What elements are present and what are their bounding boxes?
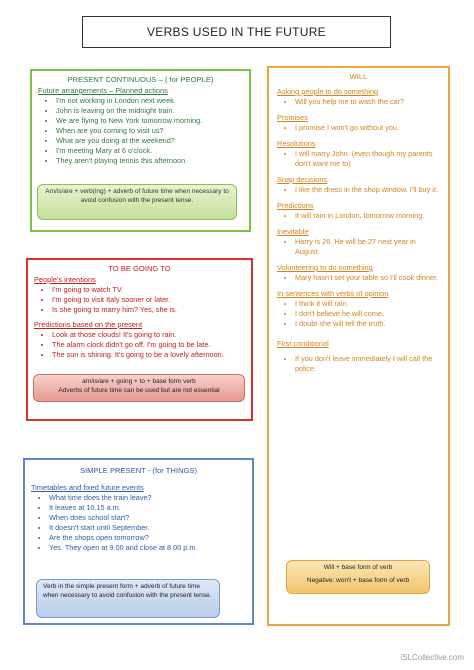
list-item: • I'm not working in London next week.	[56, 96, 243, 106]
simple-present-rule-note: Verb in the simple present form + adverb of future time when necessary to avoid confusion with the present tense.	[36, 579, 220, 618]
simple-present-subheading: Timetables and fixed future events	[31, 483, 144, 492]
list-item: • It leaves at 10.15 a.m.	[49, 503, 246, 513]
list-item: • I'm going to visit Italy sooner or later.	[52, 295, 245, 305]
simple-present-heading: SIMPLE PRESENT - (for THINGS)	[79, 466, 198, 475]
list-item: • I like the dress in the shop window. I'll buy it.	[295, 185, 440, 195]
will-subheading: First conditional	[277, 339, 329, 348]
page-title: VERBS USED IN THE FUTURE	[82, 16, 391, 48]
present-continuous-subheading: Future arrangements – Planned actions	[38, 86, 168, 95]
will-rule-line1: Will + base form of verb	[323, 564, 393, 571]
list-item: • They aren't playing tennis this afternoon.	[56, 156, 243, 166]
will-rule-note	[286, 560, 430, 594]
list-item: • John is leaving on the midnight train.	[56, 106, 243, 116]
list-item: • What time does the train leave?	[49, 493, 246, 503]
list-item: • Are the shops open tomorrow?	[49, 533, 246, 543]
going-to-rule-line2: Adverbs of future time can be used but are not essential	[58, 386, 220, 394]
will-subheading: In sentences with verbs of opinion	[277, 289, 389, 298]
going-to-rule-note	[33, 374, 245, 402]
present-continuous-heading: PRESENT CONTINUOUS – ( for PEOPLE)	[67, 75, 214, 84]
going-to-heading: TO BE GOING TO	[108, 264, 171, 273]
will-subheading: Asking people to do something	[277, 87, 379, 96]
going-to-subheading-intentions: People's intentions	[34, 275, 96, 284]
list-item: • I think it will rain.	[295, 299, 440, 309]
list-item: • It will rain in London, tomorrow morning.	[295, 211, 440, 221]
list-item: • Yes. They open at 9.00 and close at 8.00 p.m.	[49, 543, 246, 553]
will-subheading: Predictions	[277, 201, 314, 210]
list-item: • It doesn't start until September.	[49, 523, 246, 533]
present-continuous-rule-note: Am/is/are + verb(ing) + adverb of future time when necessary to avoid confusion with the present tense.	[37, 184, 237, 220]
will-heading: WILL	[349, 72, 368, 81]
list-item: • I will marry John. (even though my parents don't want me to)	[295, 149, 440, 169]
going-to-rule-line1: am/is/are + going + to + base form verb	[82, 378, 196, 385]
list-item: • If you don't leave immediately I will call the police.	[295, 354, 440, 374]
going-to-subheading-predictions: Predictions based on the present	[34, 320, 143, 329]
list-item: • What are you doing at the weekend?	[56, 136, 243, 146]
list-item: • I'm going to watch TV.	[52, 285, 245, 295]
list-item: • I promise I won't go without you.	[295, 123, 440, 133]
will-subheading: Resolutions	[277, 139, 316, 148]
list-item: • When are you coming to visit us?	[56, 126, 243, 136]
list-item: • When does school start?	[49, 513, 246, 523]
list-item: • Look at those clouds! It's going to rain.	[52, 330, 245, 340]
will-subheading: Promises	[277, 113, 308, 122]
list-item: • The sun is shining. It's going to be a lovely afternoon.	[52, 350, 245, 360]
list-item: • Harry is 26. He will be 27 next year in August.	[295, 237, 440, 257]
list-item: • We are flying to New York tomorrow morning.	[56, 116, 243, 126]
will-subheading: Volunteering to do something	[277, 263, 373, 272]
list-item: • I doubt she will tell the truth.	[295, 319, 440, 329]
list-item: • Will you help me to wash the car?	[295, 97, 440, 107]
list-item: • Mary hasn't set your table so I'll cook dinner.	[295, 273, 440, 283]
list-item: • I'm meeting Mary at 6 o'clock.	[56, 146, 243, 156]
list-item: • I don't believe he will come.	[295, 309, 440, 319]
site-watermark: iSLCollective.com	[400, 653, 464, 662]
list-item: • Is she going to marry him? Yes, she is.	[52, 305, 245, 315]
will-subheading: Inevitable	[277, 227, 309, 236]
list-item: • The alarm clock didn't go off. I'm going to be late.	[52, 340, 245, 350]
will-rule-line2: Negative: won't + base form of verb	[306, 576, 410, 584]
will-panel	[267, 66, 450, 626]
will-subheading: Snap decisions	[277, 175, 328, 184]
